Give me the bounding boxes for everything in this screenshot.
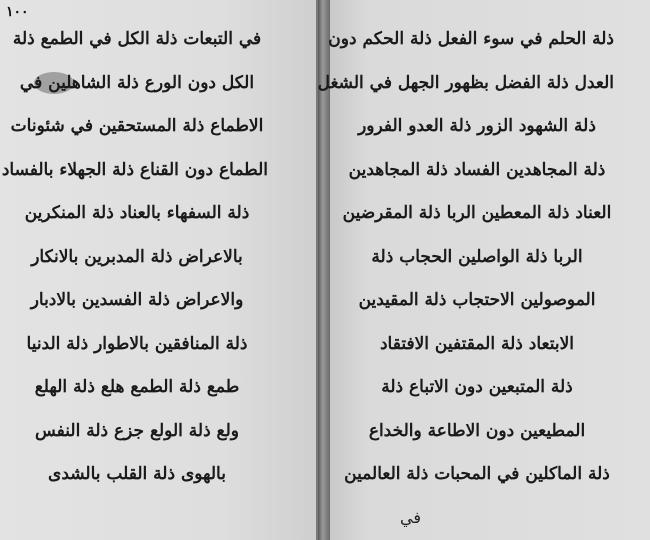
- text-line: ذلة المجاهدين الفساد ذلة المجاهدين: [348, 159, 606, 180]
- left-page-text: [1, 18, 268, 497]
- text-line: طمع ذلة الطمع هلع ذلة الهلع: [34, 377, 240, 397]
- text-line: الابتعاد ذلة المقتفين الافتقاد: [379, 333, 574, 354]
- text-line: في التبعات ذلة الكل في الطمع ذلة: [12, 29, 262, 49]
- text-line: بالاعراض ذلة المدبرين بالانكار: [31, 246, 243, 267]
- text-line: ذلة المتبعين دون الاتباع ذلة: [381, 377, 573, 397]
- text-line: والاعراض ذلة الفسدين بالادبار: [30, 290, 244, 310]
- text-line: ذلة الشهود الزور ذلة العدو الفرور: [358, 116, 596, 136]
- text-line: الكل دون الورع ذلة الشاهلين في: [19, 72, 255, 93]
- text-line: العناد ذلة المعطين الربا ذلة المقرضين: [342, 203, 612, 223]
- text-line: الاطماع ذلة المستحقين في شئونات: [10, 116, 264, 136]
- text-line: ذلة المنافقين بالاطوار ذلة الدنيا: [26, 333, 248, 354]
- right-page-text: [317, 18, 614, 497]
- text-line: ذلة الحلم في سوء الفعل ذلة الحكم دون: [328, 29, 614, 49]
- text-line: ذلة الماكلين في المحبات ذلة العالمين: [344, 464, 610, 484]
- text-line: ذلة السفهاء بالعناد ذلة المنكرين: [24, 203, 250, 223]
- left-page: [0, 0, 318, 540]
- text-line: الربا ذلة الواصلين الحجاب ذلة: [371, 246, 583, 267]
- text-line: بالهوى ذلة القلب بالشدى: [48, 464, 226, 484]
- text-line: الطماع دون القناع ذلة الجهلاء بالفساد: [1, 159, 268, 180]
- text-line: المطيعين دون الاطاعة والخداع: [368, 420, 586, 441]
- page-number: ١٠٠: [6, 4, 29, 20]
- catchword: في: [400, 508, 421, 527]
- right-page: [317, 0, 650, 540]
- text-line: الموصولين الاحتجاب ذلة المقيدين: [358, 290, 596, 310]
- text-line: العدل ذلة الفضل بظهور الجهل في الشغل: [317, 72, 614, 93]
- text-line: ولع ذلة الولع جزع ذلة النفس: [34, 420, 239, 441]
